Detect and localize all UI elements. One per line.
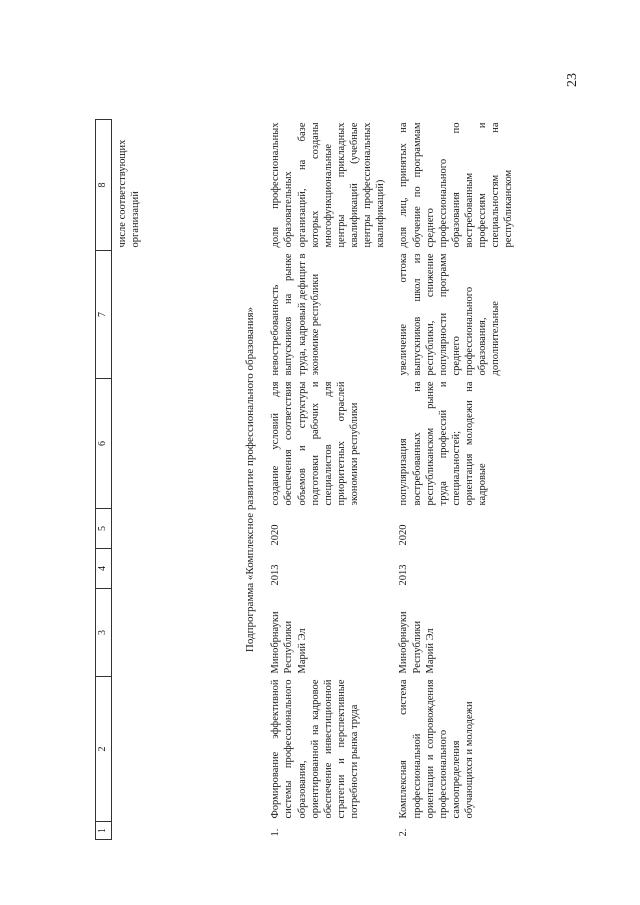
indicator: доля профессиональных образовательных организаций, на базе которых созданы многофункциональные центры прикладных квалификаций (учебные центры профессиональных квалификаций)	[270, 122, 387, 248]
indicator: доля лиц, принятых на обучение по программам среднего профессионального образования по востребованным профессиям и специальностям на республиканском	[398, 122, 515, 248]
end-year: 2020	[270, 524, 282, 546]
measure-name: Формирование эффективной системы профессионального образования, ориентированной на кадровое обеспечение инвестиционной стратегии и перспективные потребности рынка труда	[270, 679, 360, 819]
subprogram-title: Подпрограмма «Комплексное развитие профессионального образования»	[243, 306, 256, 653]
column-number: 5	[96, 509, 112, 549]
page-number: 23	[565, 73, 580, 87]
column-number: 1	[96, 822, 112, 840]
continuation-text: числе соответствующих организаций	[116, 139, 141, 248]
risk: невостребованность выпускников на рынке труда, кадровый дефицит в экономике республики	[270, 253, 321, 376]
risk: увеличение оттока выпускников школ из республики, снижение популярности программ среднего профессионального образования, дополнительные	[398, 253, 502, 376]
executor: Минобрнауки Республики Марий Эл	[398, 611, 436, 674]
expected-result: популяризация востребованных на республиканском рынке труда профессий и специальностей; ориентация молодежи на кадровые	[398, 381, 489, 506]
column-number: 7	[96, 251, 112, 379]
rotated-table-container	[95, 120, 545, 840]
column-number: 3	[96, 589, 112, 677]
program-table	[95, 119, 524, 840]
end-year: 2020	[398, 524, 410, 546]
measure-name: Комплексная система профессиональной ориентации и сопровождения профессионального самоопределения обучающихся и молодежи	[398, 679, 475, 819]
column-number: 6	[96, 379, 112, 509]
column-number: 8	[96, 120, 112, 251]
subprogram-row	[236, 120, 268, 840]
column-number-row	[96, 120, 112, 840]
start-year: 2013	[398, 564, 410, 586]
executor: Минобрнауки Республики Марий Эл	[270, 611, 308, 674]
column-number: 2	[96, 677, 112, 822]
continuation-row	[111, 120, 236, 840]
row-number: 1.	[270, 828, 282, 837]
table-row	[395, 120, 523, 840]
table-row	[267, 120, 395, 840]
column-number: 4	[96, 549, 112, 589]
expected-result: создание условий для обеспечения соответствия объемов и структуры подготовки рабочих и специалистов для приоритетных отраслей экономики республики	[270, 381, 360, 506]
start-year: 2013	[270, 564, 282, 586]
row-number: 2.	[398, 828, 410, 837]
